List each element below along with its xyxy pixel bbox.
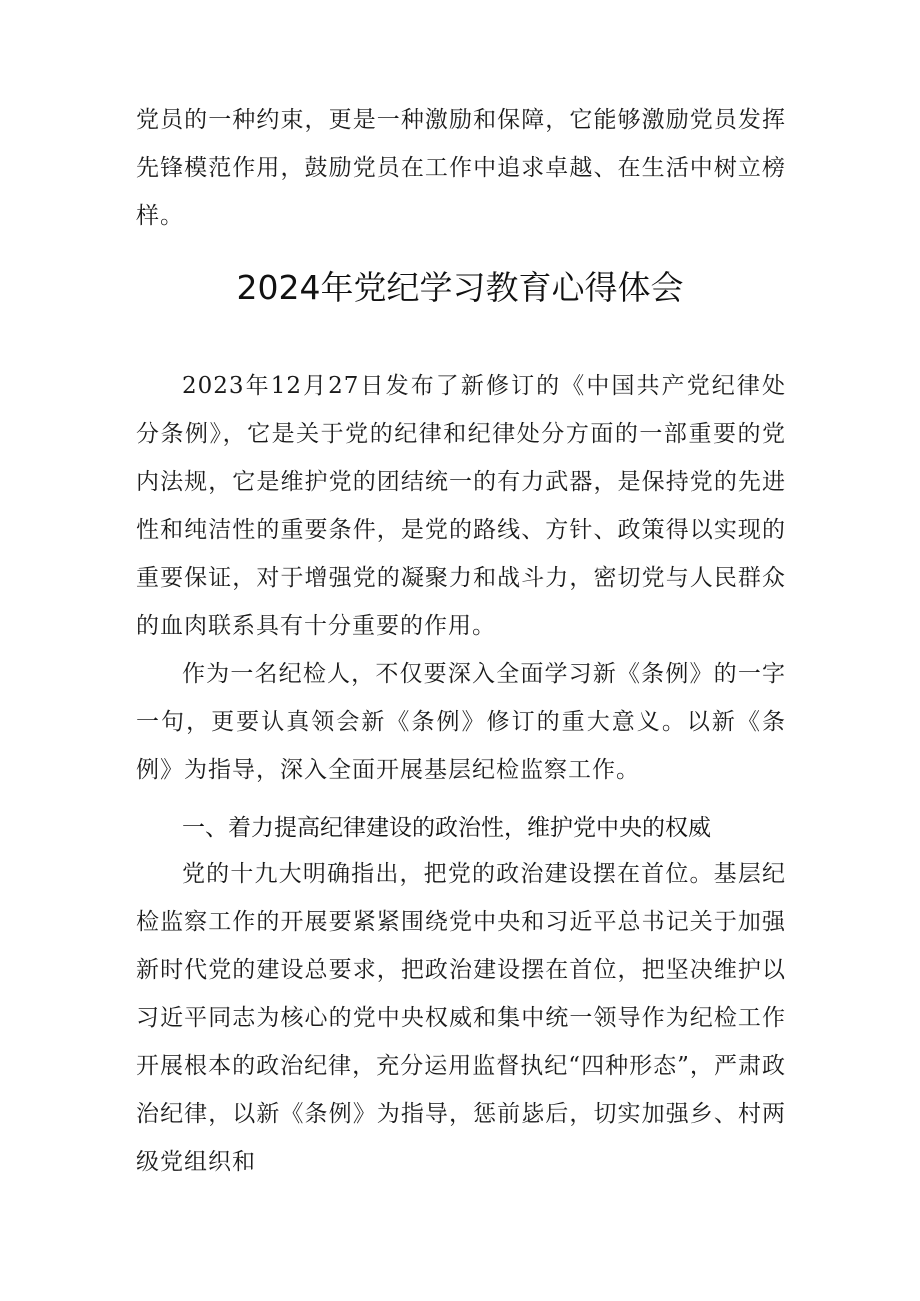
document-title: 2024年党纪学习教育心得体会 [236,268,684,307]
continued-paragraph: 党员的一种约束，更是一种激励和保障，它能够激励党员发挥先锋模范作用，鼓励党员在工作中追求卓越、在生活中树立榜样。 [136,107,786,229]
second-paragraph: 作为一名纪检人，不仅要深入全面学习新《条例》的一字一句，更要认真领会新《条例》修订的重大意义。以新《条例》为指导，深入全面开展基层纪检监察工作。 [136,661,786,783]
section-paragraph: 党的十九大明确指出，把党的政治建设摆在首位。基层纪检监察工作的开展要紧紧围绕党中央和习近平总书记关于加强新时代党的建设总要求，把政治建设摆在首位，把坚决维护以习近平同志为核心的党中央权威和集中统一领导作为纪检工作开展根本的政治纪律，充分运用监督执纪“四种形态”，严肃政治纪律，以新《条例》为指导，惩前毖后，切实加强乡、村两级党组织和 [136,861,786,1175]
intro-paragraph: 2023年12月27日发布了新修订的《中国共产党纪律处分条例》，它是关于党的纪律和纪律处分方面的一部重要的党内法规，它是维护党的团结统一的有力武器，是保持党的先进性和纯洁性的重要条件，是党的路线、方针、政策得以实现的重要保证，对于增强党的凝聚力和战斗力，密切党与人民群众的血肉联系具有十分重要的作用。 [136,373,786,639]
section-heading: 一、着力提高纪律建设的政治性，维护党中央的权威 [182,815,711,841]
